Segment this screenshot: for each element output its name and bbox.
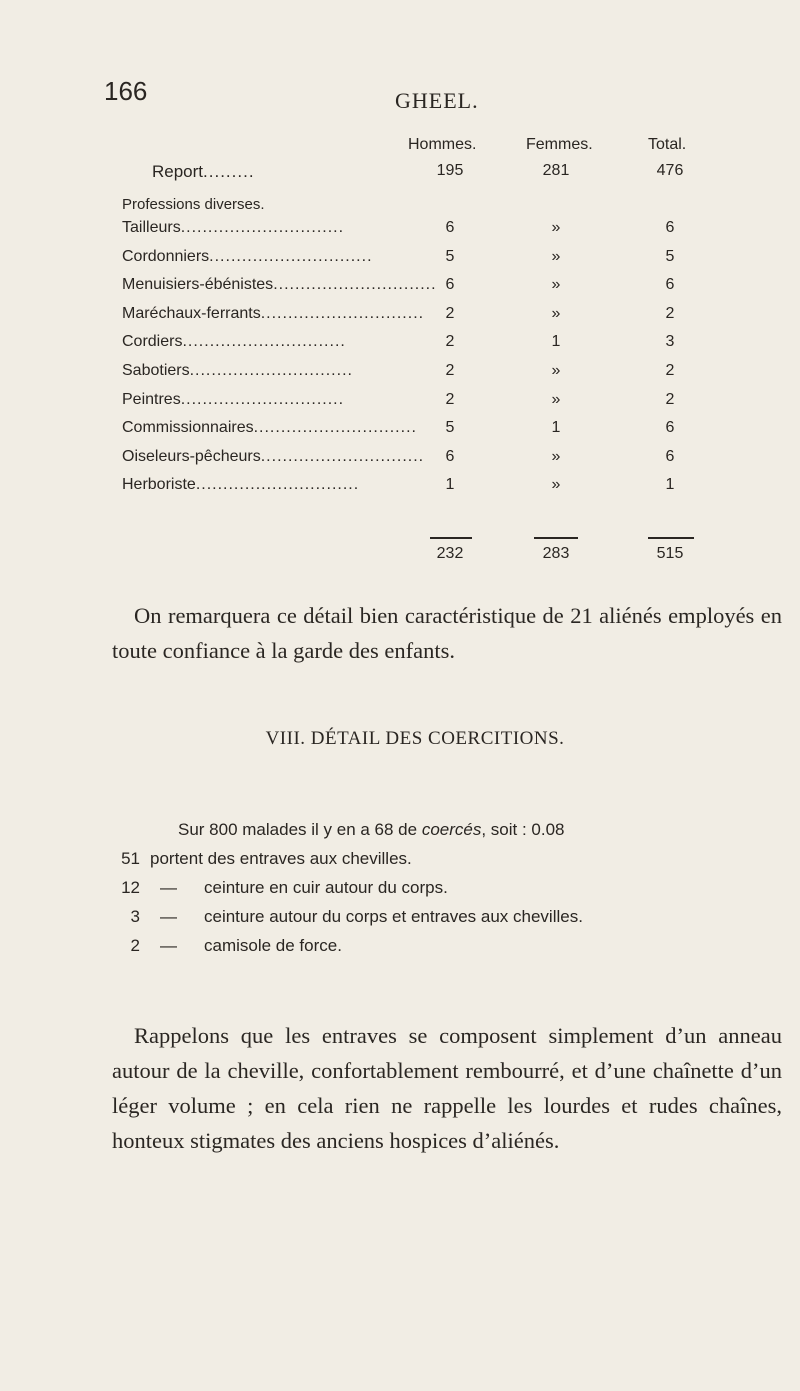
row-label: Cordonniers.............................. <box>122 247 373 265</box>
list-item <box>0 907 800 935</box>
list-item <box>0 849 800 877</box>
row-label: Commissionnaires.............................. <box>122 419 417 437</box>
sum-rule-femmes <box>534 537 578 539</box>
row-total: 2 <box>665 362 675 379</box>
row-femmes: » <box>551 304 561 322</box>
item-number: 3 <box>130 907 140 926</box>
row-femmes: » <box>551 447 561 465</box>
row-total: 6 <box>665 219 675 236</box>
table-row <box>0 391 800 413</box>
row-hommes: 5 <box>445 247 455 265</box>
row-hommes: 1 <box>445 476 455 494</box>
row-total: 6 <box>665 419 675 437</box>
row-hommes: 5 <box>445 419 455 437</box>
row-total: 5 <box>665 247 675 265</box>
item-dash: — <box>160 878 177 897</box>
table-row <box>0 419 800 441</box>
table-row <box>0 333 800 355</box>
row-label: Oiseleurs-pêcheurs.............................. <box>122 447 425 465</box>
item-number: 51 <box>121 849 140 868</box>
row-label: Herboriste.............................. <box>122 476 360 494</box>
table-row <box>0 448 800 470</box>
row-label: Menuisiers-ébénistes.............................. <box>122 276 437 294</box>
total-hommes: 232 <box>436 545 464 562</box>
sum-rule-hommes <box>430 537 472 539</box>
coercion-intro: Sur 800 malades il y en a 68 de coercés, soit : 0.08 <box>178 820 565 839</box>
section-label: Professions diverses. <box>122 196 265 213</box>
item-text: ceinture en cuir autour du corps. <box>204 878 448 897</box>
report-row <box>0 162 800 184</box>
table-row <box>0 248 800 270</box>
report-total: 476 <box>656 162 684 179</box>
row-total: 2 <box>665 390 675 408</box>
row-total: 6 <box>665 276 675 294</box>
paragraph-employed: On remarquera ce détail bien caractéristique de 21 aliénés employés en toute confiance à la garde des enfants. <box>112 603 782 663</box>
row-hommes: 2 <box>445 304 455 322</box>
row-femmes: 1 <box>551 419 561 437</box>
row-hommes: 2 <box>445 333 455 351</box>
row-label: Peintres.............................. <box>122 390 345 408</box>
report-femmes: 281 <box>542 162 570 179</box>
row-femmes: » <box>551 390 561 408</box>
row-femmes: » <box>551 276 561 294</box>
page-number: 166 <box>104 76 148 106</box>
row-hommes: 2 <box>445 390 455 408</box>
list-item <box>0 878 800 906</box>
item-text: ceinture autour du corps et entraves aux chevilles. <box>204 907 583 926</box>
header-hommes: Hommes. <box>408 136 477 153</box>
running-head: GHEEL. <box>395 88 479 113</box>
paragraph-entraves: Rappelons que les entraves se composent simplement d’un anneau autour de la cheville, confortablement rembourré, et d’une chaînette d’un léger volume ; en cela rien ne rappelle les lourdes et rudes chaînes, honteux stigmates des anciens hospices d’aliénés. <box>112 1023 782 1153</box>
table-row <box>0 476 800 498</box>
row-femmes: » <box>551 219 561 236</box>
row-femmes: 1 <box>551 333 561 351</box>
item-dash: — <box>160 907 177 926</box>
row-total: 2 <box>665 304 675 322</box>
item-number: 12 <box>121 878 140 897</box>
row-total: 1 <box>665 476 675 494</box>
header-femmes: Femmes. <box>526 136 593 153</box>
list-item <box>0 936 800 964</box>
report-hommes: 195 <box>436 162 464 179</box>
row-label: Maréchaux-ferrants.............................. <box>122 304 425 322</box>
section-title: VIII. DÉTAIL DES COERCITIONS. <box>265 728 565 749</box>
report-label: Report......... <box>152 162 255 181</box>
row-femmes: » <box>551 476 561 494</box>
row-femmes: » <box>551 362 561 379</box>
row-hommes: 2 <box>445 362 455 379</box>
item-text: camisole de force. <box>204 936 342 955</box>
header-total: Total. <box>648 136 687 153</box>
row-label: Tailleurs.............................. <box>122 219 345 236</box>
table-row <box>0 276 800 298</box>
row-hommes: 6 <box>445 447 455 465</box>
item-text: portent des entraves aux chevilles. <box>150 849 412 868</box>
item-dash: — <box>160 936 177 955</box>
table-row <box>0 362 800 384</box>
row-hommes: 6 <box>445 276 455 294</box>
total-femmes: 283 <box>542 545 570 562</box>
row-label: Cordiers.............................. <box>122 333 346 351</box>
row-hommes: 6 <box>445 219 455 236</box>
item-number: 2 <box>130 936 140 955</box>
row-label: Sabotiers.............................. <box>122 362 353 379</box>
row-total: 3 <box>665 333 675 351</box>
table-row <box>0 219 800 241</box>
total-total: 515 <box>656 545 684 562</box>
row-total: 6 <box>665 447 675 465</box>
sum-rule-total <box>648 537 694 539</box>
table-row <box>0 305 800 327</box>
row-femmes: » <box>551 247 561 265</box>
section-label-row <box>0 196 800 218</box>
